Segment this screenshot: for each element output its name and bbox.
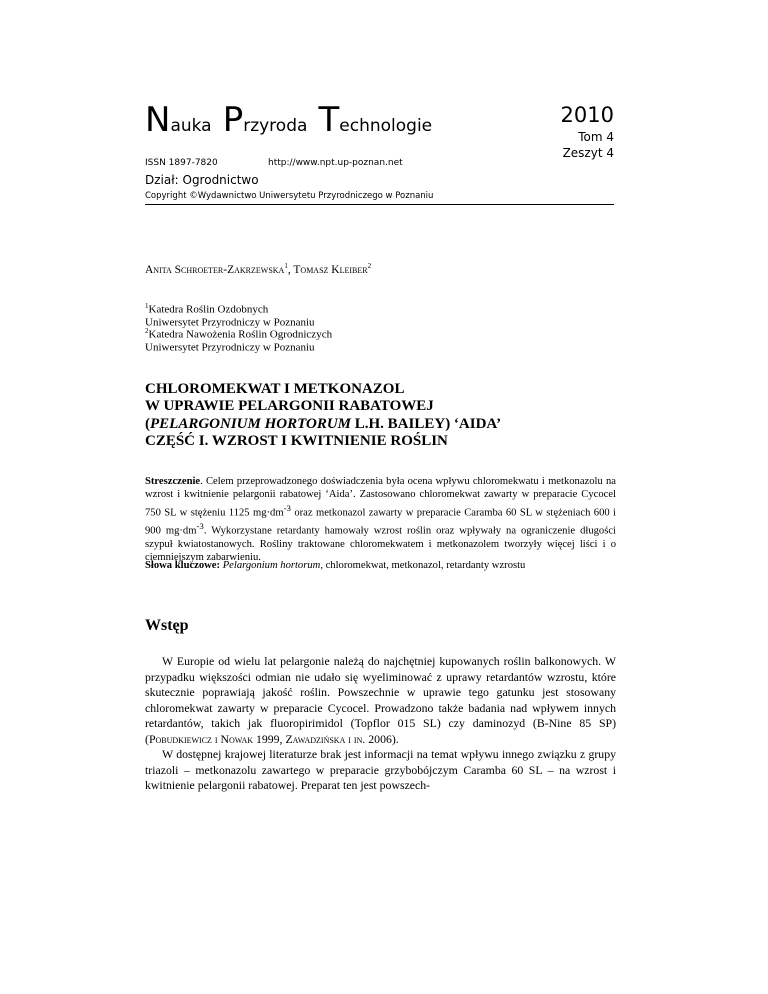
abstract-superscript: -3 (283, 502, 291, 513)
author-separator: , (287, 263, 294, 276)
journal-word-technologie: echnologie (339, 116, 433, 136)
article-title (145, 381, 501, 450)
abstract-text: oraz metkonazol zawarty w preparacie Caramba 60 SL w stężeniach 600 i 900 mg·dm (145, 507, 617, 537)
affiliation-line (145, 340, 315, 354)
journal-initial-t: T (318, 100, 340, 140)
paragraph-text: 1999, (253, 731, 286, 746)
affiliation-mark: 1 (145, 302, 149, 310)
journal-url: http://www.npt.up-poznan.net (268, 158, 403, 168)
author-affiliation-mark: 2 (367, 262, 372, 270)
affiliation-mark: 2 (145, 327, 149, 335)
title-species-italic: PELARGONIUM HORTORUM (150, 415, 351, 432)
affiliation-text: Uniwersytet Przyrodniczy w Poznaniu (145, 316, 315, 329)
keywords-list: , chloromekwat, metkonazol, retardanty wzrostu (320, 560, 526, 571)
title-line: CHLOROMEKWAT I METKONAZOL (145, 381, 405, 397)
paragraph-text: 2006). (365, 731, 399, 746)
issn: ISSN 1897-7820 (145, 158, 218, 168)
title-line: W UPRAWIE PELARGONII RABATOWEJ (145, 398, 434, 415)
issue-year: 2010 (560, 103, 614, 127)
abstract (145, 476, 616, 565)
author-affiliation-mark: 1 (284, 262, 288, 270)
journal-name (145, 100, 438, 140)
affiliation-text: Uniwersytet Przyrodniczy w Poznaniu (145, 341, 315, 354)
section-heading: Wstęp (145, 617, 189, 634)
journal-initial-n: N (145, 100, 171, 140)
section-category: Dział: Ogrodnictwo (145, 173, 259, 187)
paragraph-text: W Europie od wielu lat pelargonie należą do najchętniej kupowanych roślin balkonowych. W przypadku większości odmian nie udało się wyeliminować z uprawy retardantów wzrostu, które skutecznie poprawiają jakość roślin. Powszechnie w uprawie tego gatunku jest stosowany chloromekwat zawarty w preparacie Cycocel. Prowadzono także badania nad wpływem innych retardantów, takich jak fluoropirimidol (Topflor 015 SL) czy daminozyd (B-Nine 85 SP) ( (145, 654, 616, 746)
journal-word-nauka: auka (170, 116, 212, 136)
abstract-superscript: -3 (196, 521, 204, 532)
abstract-text: . Wykorzystane retardanty hamowały wzrost roślin oraz wpływały na ograniczenie długości szypuł kwiatostanowych. Rośliny traktowane chloromekwatem i metkonazolem tworzyły więcej liści i o ciemniejszym zabarwieniu. (145, 525, 616, 563)
affiliation-line (145, 327, 332, 341)
affiliation-line (145, 302, 268, 316)
title-line: CZĘŚĆ I. WZROST I KWITNIENIE ROŚLIN (145, 432, 448, 449)
affiliation-text: Katedra Nawożenia Roślin Ogrodniczych (148, 328, 333, 341)
body-text (145, 654, 616, 794)
author-name: Tomasz Kleiber (293, 263, 368, 276)
title-fragment: ( (145, 415, 150, 432)
title-line (145, 416, 501, 433)
author-name: Anita Schroeter-Zakrzewska (145, 263, 285, 276)
affiliation-text: Katedra Roślin Ozdobnych (148, 303, 269, 316)
paragraph (145, 654, 616, 747)
abstract-text: . Celem przeprowadzonego doświadczenia była ocena wpływu chloromekwatu i metkonazolu na wzrost i kwitnienie pelargonii rabatowej ‘Aida’. Zastosowano chloromekwat zawarty w preparacie Cycocel 750 SL w stężeniu 1125 mg·dm (145, 476, 616, 519)
citation: Zawadzińska i in. (285, 731, 366, 746)
keywords (145, 560, 525, 571)
journal-word-przyroda: rzyroda (243, 116, 308, 136)
journal-initial-p: P (222, 100, 244, 140)
citation: Pobudkiewicz i Nowak (148, 731, 254, 746)
keywords-label: Słowa kluczowe: (145, 560, 221, 571)
copyright-notice: Copyright ©Wydawnictwo Uniwersytetu Przyrodniczego w Poznaniu (145, 191, 434, 201)
paragraph: W dostępnej krajowej literaturze brak jest informacji na temat wpływu innego związku z grupy triazoli – metkonazolu zawartego w preparacie grzybobójczym Caramba 60 SL – na wzrost i kwitnienie pelargonii rabatowej. Preparat ten jest powszech- (145, 747, 616, 792)
issue-volume: Tom 4 (578, 130, 614, 144)
abstract-label: Streszczenie (145, 476, 201, 487)
title-fragment: L.H. BAILEY) ‘AIDA’ (351, 415, 502, 432)
keyword-italic: Pelargonium hortorum (222, 560, 321, 571)
header-divider (145, 204, 614, 205)
author-list (145, 262, 371, 276)
issue-number: Zeszyt 4 (562, 146, 614, 160)
